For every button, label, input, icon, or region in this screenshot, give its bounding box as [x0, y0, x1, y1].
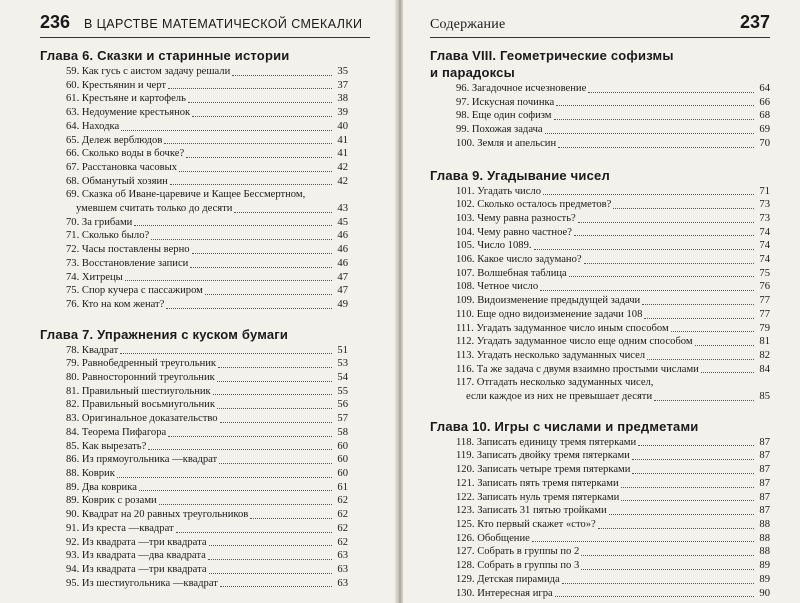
entry-page-number: 68: [759, 110, 770, 122]
entry-page-number: 87: [759, 436, 770, 448]
dot-leader: [621, 500, 754, 501]
dot-leader: [176, 532, 332, 533]
entry-page-number: 85: [759, 391, 770, 403]
dot-leader: [168, 436, 332, 437]
entry-page-number: 43: [337, 203, 348, 215]
entry-title: 78. Квадрат: [66, 344, 119, 356]
entry-title: 122. Записать нуль тремя пятерками: [456, 491, 620, 503]
entry-title: 67. Расстановка часовых: [66, 161, 178, 173]
entry-title: 95. Из шестиугольника —квадрат: [66, 577, 218, 589]
dot-leader: [621, 487, 754, 488]
entry-page-number: 63: [337, 563, 348, 575]
entry-title: 105. Число 1089.: [456, 240, 532, 252]
entry-page-number: 70: [759, 137, 770, 149]
toc-entry[interactable]: [40, 92, 348, 106]
entry-title: 73. Восстановление записи: [66, 257, 189, 269]
dot-leader: [208, 559, 332, 560]
entry-title: 88. Коврик: [66, 467, 115, 479]
entry-page-number: 66: [759, 96, 770, 108]
entry-title: 65. Дележ верблюдов: [66, 134, 163, 146]
toc-entry[interactable]: [430, 226, 770, 240]
dot-leader: [250, 518, 332, 519]
entry-page-number: 37: [337, 79, 348, 91]
dot-leader: [574, 235, 754, 236]
toc-entry[interactable]: [430, 308, 770, 322]
toc-entry[interactable]: [40, 344, 348, 358]
entry-title: 125. Кто первый скажет «сто»?: [456, 518, 596, 530]
entry-page-number: 84: [759, 363, 770, 375]
entry-page-number: 60: [337, 467, 348, 479]
right-page: [403, 0, 800, 603]
entry-title: 92. Из квадрата —три квадрата: [66, 536, 207, 548]
toc-entry[interactable]: [430, 198, 770, 212]
entry-title: 97. Искусная починка: [456, 96, 555, 108]
entry-page-number: 54: [337, 372, 348, 384]
toc-entry[interactable]: [40, 357, 348, 371]
entry-title: 118. Записать единицу тремя пятерками: [456, 436, 637, 448]
entry-page-number: 53: [337, 358, 348, 370]
dot-leader: [234, 212, 332, 213]
toc-entry[interactable]: [40, 522, 348, 536]
toc-entry[interactable]: [40, 79, 348, 93]
toc-entry[interactable]: [430, 212, 770, 226]
dot-leader: [642, 304, 754, 305]
entry-title: 79. Равнобедренный треугольник: [66, 358, 217, 370]
dot-leader: [556, 105, 754, 106]
dot-leader: [232, 75, 332, 76]
entry-page-number: 58: [337, 426, 348, 438]
entry-page-number: 39: [337, 107, 348, 119]
dot-leader: [588, 92, 754, 93]
dot-leader: [188, 102, 332, 103]
entry-page-number: 61: [337, 481, 348, 493]
chapter-title-line: Глава 9. Угадывание чисел: [430, 167, 610, 183]
entry-page-number: 60: [337, 454, 348, 466]
dot-leader: [562, 583, 754, 584]
dot-leader: [220, 422, 332, 423]
toc-entry[interactable]: [430, 137, 770, 151]
toc-entry[interactable]: [40, 106, 348, 120]
entry-page-number: 89: [759, 573, 770, 585]
entry-title: 72. Часы поставлены верно: [66, 244, 190, 256]
entry-page-number: 89: [759, 560, 770, 572]
toc-entry[interactable]: [430, 335, 770, 349]
toc-column: [40, 47, 348, 590]
toc-entry[interactable]: [430, 349, 770, 363]
dot-leader: [179, 171, 332, 172]
entry-title: 93. Из квадрата —два квадрата: [66, 550, 206, 562]
entry-page-number: 46: [337, 244, 348, 256]
toc-entry[interactable]: [40, 120, 348, 134]
toc-entry[interactable]: [40, 298, 348, 312]
toc-entry[interactable]: [40, 577, 348, 591]
dot-leader: [584, 263, 754, 264]
entry-page-number: 81: [759, 336, 770, 348]
running-title: Содержание: [430, 17, 506, 32]
entry-title: 86. Из прямоугольника —квадрат: [66, 454, 218, 466]
dot-leader: [219, 463, 332, 464]
dot-leader: [209, 573, 332, 574]
entry-page-number: 62: [337, 509, 348, 521]
toc-entry[interactable]: [430, 491, 770, 505]
entry-page-number: 46: [337, 230, 348, 242]
toc-entry[interactable]: [40, 271, 348, 285]
dot-leader: [532, 541, 754, 542]
chapter-heading: [40, 326, 348, 343]
dot-leader: [554, 119, 754, 120]
entry-page-number: 87: [759, 464, 770, 476]
entry-title: 90. Квадрат на 20 равных треугольников: [66, 509, 249, 521]
entry-page-number: 73: [759, 212, 770, 224]
dot-leader: [192, 253, 332, 254]
toc-entry[interactable]: [430, 239, 770, 253]
dot-leader: [578, 222, 754, 223]
entry-page-number: 42: [337, 175, 348, 187]
toc-entry[interactable]: [40, 175, 348, 189]
chapter-title-line: Глава 7. Упражнения с куском бумаги: [40, 326, 289, 342]
dot-leader: [581, 555, 754, 556]
entry-page-number: 62: [337, 536, 348, 548]
toc-entry[interactable]: [40, 385, 348, 399]
entry-title: 112. Угадать задуманное число еще одним способом: [456, 336, 693, 348]
toc-column: [430, 47, 770, 600]
entry-title: 128. Собрать в группы по 3: [456, 560, 580, 572]
toc-entry[interactable]: [430, 322, 770, 336]
dot-leader: [134, 225, 332, 226]
toc-entry[interactable]: [40, 229, 348, 243]
entry-page-number: 74: [759, 240, 770, 252]
dot-leader: [170, 184, 332, 185]
entry-title: 117. Отгадать несколько задуманных чисел,: [456, 377, 654, 389]
entry-title: 123. Записать 31 пятью тройками: [456, 505, 607, 517]
entry-page-number: 56: [337, 399, 348, 411]
dot-leader: [613, 208, 754, 209]
entry-page-number: 49: [337, 298, 348, 310]
entry-title: 109. Видоизменение предыдущей задачи: [456, 295, 641, 307]
entry-page-number: 40: [337, 120, 348, 132]
entry-title: 116. Та же задача с двумя взаимно простыми числами: [456, 363, 699, 375]
entry-page-number: 51: [337, 344, 348, 356]
toc-entry[interactable]: [40, 467, 348, 481]
toc-entry[interactable]: [40, 147, 348, 161]
dot-leader: [213, 394, 332, 395]
entry-page-number: 35: [337, 66, 348, 77]
dot-leader: [609, 514, 754, 515]
toc-entry[interactable]: [40, 536, 348, 550]
entry-title-continued: если каждое из них не превышает десяти: [466, 391, 653, 403]
entry-title: 111. Угадать задуманное число иным способом: [456, 322, 669, 334]
entry-title: 63. Недоумение крестьянок: [66, 107, 191, 119]
entry-page-number: 38: [337, 93, 348, 105]
dot-leader: [701, 372, 754, 373]
toc-entry[interactable]: [430, 559, 770, 573]
dot-leader: [121, 130, 332, 131]
entry-title: 89. Коврик с розами: [66, 495, 157, 507]
running-header: [430, 12, 770, 36]
entry-title: 85. Как вырезать?: [66, 440, 147, 452]
dot-leader: [192, 116, 332, 117]
entry-title: 96. Загадочное исчезновение: [456, 83, 587, 94]
running-title: В ЦАРСТВЕ МАТЕМАТИЧЕСКОЙ СМЕКАЛКИ: [84, 17, 363, 31]
entry-title: 98. Еще один софизм: [456, 110, 552, 122]
toc-entry[interactable]: [430, 109, 770, 123]
entry-title: 94. Из квадрата —три квадрата: [66, 563, 207, 575]
entry-page-number: 87: [759, 491, 770, 503]
toc-entry[interactable]: [430, 545, 770, 559]
toc-entry[interactable]: [430, 267, 770, 281]
toc-entry[interactable]: [430, 436, 770, 450]
entry-title: 102. Сколько осталось предметов?: [456, 199, 612, 211]
entry-page-number: 62: [337, 522, 348, 534]
entry-title: 106. Какое число задумано?: [456, 254, 582, 266]
toc-entry[interactable]: [40, 161, 348, 175]
dot-leader: [190, 267, 332, 268]
entry-title: 84. Теорема Пифагора: [66, 426, 167, 438]
chapter-heading: [430, 418, 770, 435]
entry-page-number: 90: [759, 587, 770, 599]
toc-entry[interactable]: [40, 563, 348, 577]
toc-entry[interactable]: [430, 82, 770, 96]
toc-entry[interactable]: [430, 532, 770, 546]
toc-entry[interactable]: [430, 573, 770, 587]
entry-title-continued: умевшем считать только до десяти: [76, 203, 233, 215]
toc-entry[interactable]: [40, 412, 348, 426]
entry-title: 60. Крестьянин и черт: [66, 79, 167, 91]
entry-title: 130. Интересная игра: [456, 587, 553, 599]
entry-title: 82. Правильный восьмиугольник: [66, 399, 215, 411]
toc-entry[interactable]: [430, 123, 770, 137]
toc-entry[interactable]: [430, 504, 770, 518]
dot-leader: [581, 569, 754, 570]
entry-page-number: 88: [759, 532, 770, 544]
entry-page-number: 62: [337, 495, 348, 507]
dot-leader: [159, 504, 332, 505]
entry-page-number: 77: [759, 295, 770, 307]
entry-title: 69. Сказка об Иване-царевиче и Кащее Бессмертном,: [66, 189, 306, 201]
page-number: 237: [739, 12, 770, 32]
entry-title: 120. Записать четыре тремя пятерками: [456, 464, 631, 476]
toc-entry[interactable]: [40, 65, 348, 79]
entry-page-number: 55: [337, 385, 348, 397]
dot-leader: [139, 490, 332, 491]
dot-leader: [220, 586, 332, 587]
entry-page-number: 42: [337, 161, 348, 173]
chapter-title-line: Глава VIII. Геометрические софизмы: [430, 48, 674, 63]
toc-entry[interactable]: [430, 518, 770, 532]
entry-title: 64. Находка: [66, 120, 120, 132]
entry-title: 75. Спор кучера с пассажиром: [66, 285, 203, 297]
toc-entry[interactable]: [40, 481, 348, 495]
entry-page-number: 47: [337, 271, 348, 283]
entry-page-number: 88: [759, 546, 770, 558]
dot-leader: [217, 381, 332, 382]
entry-title: 110. Еще одно видоизменение задачи 108: [456, 308, 643, 320]
entry-title: 70. За грибами: [66, 216, 133, 228]
entry-page-number: 63: [337, 550, 348, 562]
chapter-heading: [40, 47, 348, 64]
entry-title: 121. Записать пять тремя пятерками: [456, 477, 619, 489]
entry-title: 61. Крестьяне и картофель: [66, 93, 186, 105]
dot-leader: [569, 276, 754, 277]
entry-title: 68. Обманутый хозяин: [66, 175, 168, 187]
toc-entry[interactable]: [40, 284, 348, 298]
toc-entry[interactable]: [40, 243, 348, 257]
running-header: [40, 12, 370, 36]
dot-leader: [654, 400, 754, 401]
dot-leader: [644, 318, 754, 319]
entry-page-number: 74: [759, 226, 770, 238]
entry-page-number: 47: [337, 285, 348, 297]
entry-title: 107. Волшебная таблица: [456, 267, 567, 279]
dot-leader: [151, 239, 332, 240]
entry-title: 91. Из креста —квадрат: [66, 522, 174, 534]
dot-leader: [543, 194, 754, 195]
toc-entry[interactable]: [430, 363, 770, 377]
entry-title: 103. Чему равна разность?: [456, 212, 576, 224]
entry-page-number: 77: [759, 308, 770, 320]
dot-leader: [117, 477, 332, 478]
entry-title: 126. Обобщение: [456, 532, 530, 544]
entry-page-number: 45: [337, 216, 348, 228]
dot-leader: [555, 596, 754, 597]
entry-title: 119. Записать двойку тремя пятерками: [456, 450, 630, 462]
chapter-title-line: и парадоксы: [430, 65, 515, 80]
chapter-heading: [430, 167, 770, 184]
dot-leader: [166, 308, 332, 309]
chapter-title-line: Глава 6. Сказки и старинные истории: [40, 48, 290, 63]
chapter-heading: [430, 47, 770, 81]
entry-title: 104. Чему равно частное?: [456, 226, 572, 238]
entry-page-number: 41: [337, 134, 348, 146]
entry-title: 74. Хитрецы: [66, 271, 123, 283]
toc-entry[interactable]: [430, 185, 770, 199]
entry-title: 59. Как гусь с аистом задачу решали: [66, 66, 231, 77]
dot-leader: [148, 449, 332, 450]
entry-title: 81. Правильный шестиугольник: [66, 385, 211, 397]
dot-leader: [695, 345, 754, 346]
dot-leader: [638, 445, 754, 446]
toc-entry[interactable]: [40, 371, 348, 385]
entry-page-number: 69: [759, 124, 770, 136]
page-number: 236: [40, 12, 71, 32]
dot-leader: [217, 408, 332, 409]
dot-leader: [540, 290, 754, 291]
toc-entry[interactable]: [430, 477, 770, 491]
toc-entry[interactable]: [430, 449, 770, 463]
entry-page-number: 87: [759, 477, 770, 489]
dot-leader: [120, 353, 332, 354]
toc-entry[interactable]: [430, 253, 770, 267]
dot-leader: [209, 545, 332, 546]
toc-entry[interactable]: [430, 376, 770, 403]
dot-leader: [205, 294, 332, 295]
entry-title: 129. Детская пирамида: [456, 573, 560, 585]
entry-page-number: 60: [337, 440, 348, 452]
dot-leader: [534, 249, 754, 250]
entry-page-number: 88: [759, 518, 770, 530]
entry-title: 127. Собрать в группы по 2: [456, 546, 580, 558]
entry-page-number: 82: [759, 349, 770, 361]
entry-title: 83. Оригинальное доказательство: [66, 413, 218, 425]
entry-page-number: 73: [759, 199, 770, 211]
toc-entry[interactable]: [430, 96, 770, 110]
dot-leader: [558, 147, 754, 148]
toc-entry[interactable]: [430, 463, 770, 477]
entry-page-number: 87: [759, 450, 770, 462]
entry-title: 89. Два коврика: [66, 481, 137, 493]
toc-entry[interactable]: [40, 453, 348, 467]
left-page: [0, 0, 397, 603]
entry-title: 108. Четное число: [456, 281, 539, 293]
entry-page-number: 75: [759, 267, 770, 279]
toc-entry[interactable]: [430, 587, 770, 601]
entry-page-number: 76: [759, 281, 770, 293]
dot-leader: [647, 359, 754, 360]
entry-title: 66. Сколько воды в бочке?: [66, 148, 185, 160]
dot-leader: [125, 280, 332, 281]
toc-entry[interactable]: [430, 280, 770, 294]
entry-page-number: 63: [337, 577, 348, 589]
header-rule: [40, 37, 370, 38]
entry-title: 99. Похожая задача: [456, 124, 543, 136]
dot-leader: [671, 331, 754, 332]
entry-page-number: 41: [337, 148, 348, 160]
entry-title: 101. Угадать число: [456, 185, 542, 197]
toc-entry[interactable]: [430, 294, 770, 308]
entry-page-number: 57: [337, 413, 348, 425]
dot-leader: [632, 459, 754, 460]
dot-leader: [632, 473, 754, 474]
dot-leader: [218, 367, 332, 368]
dot-leader: [186, 157, 332, 158]
entry-title: 80. Равносторонний треугольник: [66, 372, 215, 384]
toc-entry[interactable]: [40, 440, 348, 454]
entry-title: 76. Кто на ком женат?: [66, 298, 165, 310]
toc-entry[interactable]: [40, 398, 348, 412]
entry-title: 100. Земля и апельсин: [456, 137, 557, 149]
chapter-title-line: Глава 10. Игры с числами и предметами: [430, 418, 699, 434]
toc-entry[interactable]: [40, 549, 348, 563]
dot-leader: [598, 528, 754, 529]
entry-page-number: 79: [759, 322, 770, 334]
toc-entry[interactable]: [40, 216, 348, 230]
header-rule: [430, 37, 770, 38]
entry-title: 113. Угадать несколько задуманных чисел: [456, 349, 646, 361]
entry-page-number: 64: [759, 83, 770, 94]
toc-entry[interactable]: [40, 188, 348, 215]
entry-page-number: 46: [337, 257, 348, 269]
toc-entry[interactable]: [40, 257, 348, 271]
dot-leader: [168, 88, 332, 89]
toc-entry[interactable]: [40, 508, 348, 522]
entry-page-number: 87: [759, 505, 770, 517]
toc-entry[interactable]: [40, 494, 348, 508]
entry-page-number: 71: [759, 185, 770, 197]
entry-title: 71. Сколько было?: [66, 230, 150, 242]
toc-entry[interactable]: [40, 426, 348, 440]
dot-leader: [164, 143, 332, 144]
toc-entry[interactable]: [40, 134, 348, 148]
entry-page-number: 74: [759, 254, 770, 266]
dot-leader: [545, 133, 754, 134]
